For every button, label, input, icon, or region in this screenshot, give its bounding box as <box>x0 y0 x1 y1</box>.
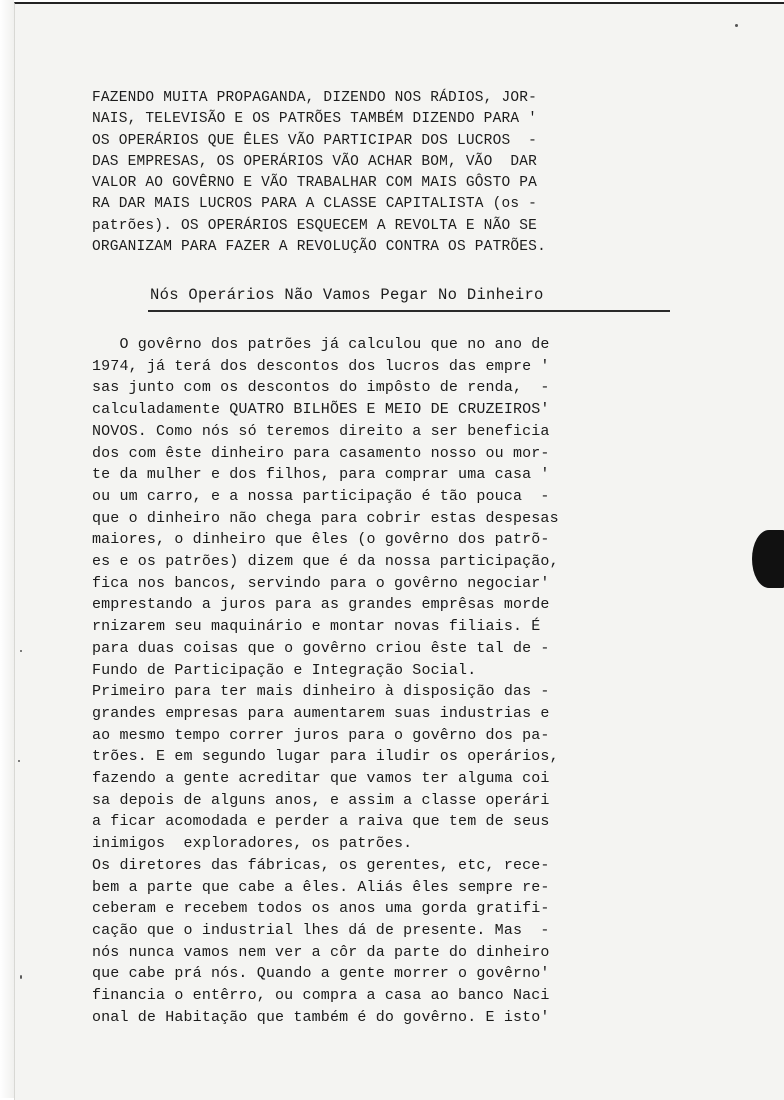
text-line: NOVOS. Como nós só teremos direito a ser beneficia <box>92 422 550 440</box>
text-line: ceberam e recebem todos os anos uma gorda gratifi- <box>92 900 550 918</box>
text-line: emprestando a juros para as grandes emprêsas morde <box>92 596 550 614</box>
text-line: OS OPERÁRIOS QUE ÊLES VÃO PARTICIPAR DOS LUCROS - <box>92 132 538 149</box>
text-line: VALOR AO GOVÊRNO E VÃO TRABALHAR COM MAIS GÔSTO PA <box>92 175 538 192</box>
intro-paragraph <box>92 88 732 258</box>
text-line: NAIS, TELEVISÃO E OS PATRÕES TAMBÉM DIZENDO PARA ' <box>92 111 538 128</box>
text-line: onal de Habitação que também é do govêrno. E isto' <box>92 1008 550 1026</box>
scan-speck <box>18 760 20 762</box>
text-line: 1974, já terá dos descontos dos lucros das empre ' <box>92 357 550 375</box>
text-line: nós nunca vamos nem ver a côr da parte do dinheiro <box>92 943 550 961</box>
text-line: sa depois de alguns anos, e assim a classe operári <box>92 791 550 809</box>
scan-speck <box>735 24 738 27</box>
scan-speck <box>20 975 22 979</box>
text-line: FAZENDO MUITA PROPAGANDA, DIZENDO NOS RÁDIOS, JOR- <box>92 90 538 106</box>
text-line: para duas coisas que o govêrno criou êste tal de - <box>92 639 550 657</box>
text-line: Primeiro para ter mais dinheiro à disposição das - <box>92 683 550 701</box>
text-line: trões. E em segundo lugar para iludir os operários, <box>92 748 559 766</box>
body-paragraph <box>92 334 732 1029</box>
text-line: rnizarem seu maquinário e montar novas filiais. É <box>92 618 541 636</box>
text-line: patrões). OS OPERÁRIOS ESQUECEM A REVOLTA E NÃO SE <box>92 217 538 234</box>
text-line: bem a parte que cabe a êles. Aliás êles sempre re- <box>92 878 550 896</box>
text-line: ao mesmo tempo correr juros para o govêrno dos pa- <box>92 726 550 744</box>
text-line: O govêrno dos patrões já calculou que no ano de <box>92 336 550 353</box>
text-line: DAS EMPRESAS, OS OPERÁRIOS VÃO ACHAR BOM, VÃO DAR <box>92 153 538 170</box>
scan-speck <box>20 650 22 652</box>
text-line: te da mulher e dos filhos, para comprar uma casa ' <box>92 466 550 484</box>
text-line: calculadamente QUATRO BILHÕES E MEIO DE CRUZEIROS' <box>92 401 550 419</box>
text-line: RA DAR MAIS LUCROS PARA A CLASSE CAPITALISTA (os - <box>92 196 538 213</box>
scan-margin <box>0 0 14 1098</box>
text-line: grandes empresas para aumentarem suas industrias e <box>92 704 550 722</box>
section-heading: Nós Operários Não Vamos Pegar No Dinheiro <box>150 286 544 304</box>
text-line: que o dinheiro não chega para cobrir estas despesas <box>92 509 559 527</box>
text-line: Os diretores das fábricas, os gerentes, etc, rece- <box>92 856 550 874</box>
text-line: sas junto com os descontos do impôsto de renda, - <box>92 379 550 397</box>
text-line: fica nos bancos, servindo para o govêrno negociar' <box>92 574 550 592</box>
text-line: que cabe prá nós. Quando a gente morrer o govêrno' <box>92 965 550 983</box>
heading-underline <box>148 310 670 312</box>
text-line: inimigos exploradores, os patrões. <box>92 835 413 853</box>
text-line: cação que o industrial lhes dá de presente. Mas - <box>92 921 550 939</box>
text-line: es e os patrões) dizem que é da nossa participação, <box>92 553 559 571</box>
text-line: a ficar acomodada e perder a raiva que tem de seus <box>92 813 550 831</box>
text-line: ORGANIZAM PARA FAZER A REVOLUÇÃO CONTRA OS PATRÕES. <box>92 239 546 256</box>
text-line: fazendo a gente acreditar que vamos ter alguma coi <box>92 770 550 788</box>
text-line: financia o entêrro, ou compra a casa ao banco Naci <box>92 987 550 1005</box>
text-line: ou um carro, e a nossa participação é tão pouca - <box>92 487 550 505</box>
text-line: Fundo de Participação e Integração Social. <box>92 661 477 679</box>
text-line: dos com êste dinheiro para casamento nosso ou mor- <box>92 444 550 462</box>
ink-blot <box>752 530 784 588</box>
text-line: maiores, o dinheiro que êles (o govêrno dos patrõ- <box>92 531 550 549</box>
